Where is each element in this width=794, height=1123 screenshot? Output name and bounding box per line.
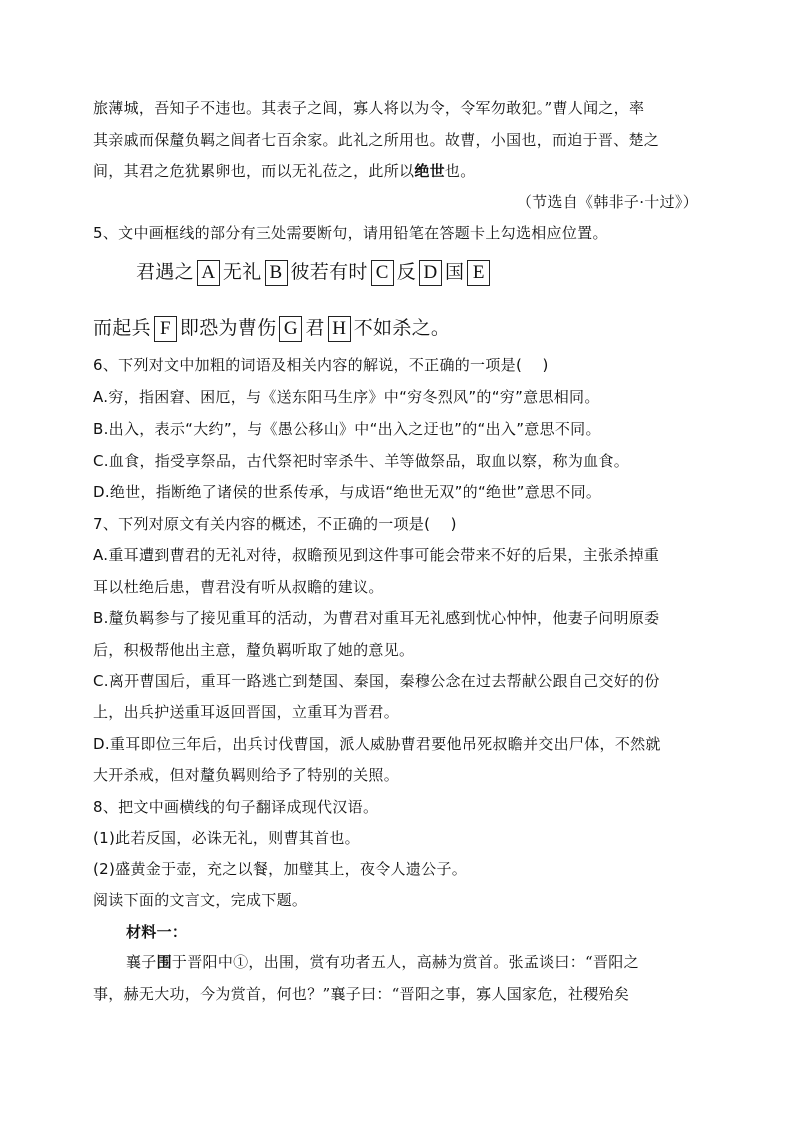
break-box-g[interactable]: G bbox=[279, 316, 302, 342]
passage-text: 也。 bbox=[444, 162, 476, 180]
q5-seg: 彼若有时 bbox=[290, 261, 368, 283]
question-8-stem: 8、把文中画横线的句子翻译成现代汉语。 bbox=[93, 798, 379, 816]
q5-seg: 反 bbox=[396, 261, 417, 283]
passage-text: 间，其君之危犹累卵也，而以无礼莅之，此所以 bbox=[93, 162, 415, 180]
q5-row-2 bbox=[93, 313, 706, 342]
break-box-f[interactable]: F bbox=[154, 316, 177, 342]
break-box-d[interactable]: D bbox=[419, 260, 442, 286]
break-box-a[interactable]: A bbox=[197, 260, 220, 286]
question-5-stem: 5、文中画框线的部分有三处需要断句，请用铅笔在答题卡上勾选相应位置。 bbox=[93, 224, 608, 242]
q5-row-1 bbox=[136, 257, 706, 286]
question-7-stem: 7、下列对原文有关内容的概述，不正确的一项是( ) bbox=[93, 515, 457, 533]
material-text: 襄子 bbox=[126, 953, 157, 971]
q5-seg: 无礼 bbox=[222, 261, 262, 283]
q7-option-a: A.重耳遭到曹君的无礼对待，叔瞻预见到这件事可能会带来不好的后果，主张杀掉重 bbox=[93, 546, 660, 564]
q5-seg: 即恐为曹伤 bbox=[179, 317, 277, 339]
q7-option-d-cont: 大开杀戒，但对釐负羁则给予了特别的关照。 bbox=[93, 766, 400, 784]
material-text: 于晋阳中①，出围，赏有功者五人，高赫为赏首。张孟谈曰：“晋阳之 bbox=[171, 953, 639, 971]
q6-option-c: C.血食，指受享祭品，古代祭祀时宰杀牛、羊等做祭品，取血以察，称为血食。 bbox=[93, 452, 630, 470]
q6-option-b: B.出入，表示“大约”，与《愚公移山》中“出入之迂也”的“出入”意思不同。 bbox=[93, 420, 601, 438]
q7-option-c-cont: 上，出兵护送重耳返回晋国，立重耳为晋君。 bbox=[93, 703, 400, 721]
q8-sentence-1: (1)此若反国，必诛无礼，则曹其首也。 bbox=[93, 829, 360, 847]
bold-word: 绝世 bbox=[414, 162, 445, 180]
passage-line: 其亲戚而保釐负羁之闾者七百余家。此礼之所用也。故曹，小国也，而迫于晋、楚之 bbox=[93, 131, 660, 149]
q7-option-b-cont: 后，积极帮他出主意，釐负羁听取了她的意见。 bbox=[93, 641, 415, 659]
q7-option-b: B.釐负羁参与了接见重耳的活动，为曹君对重耳无礼感到忧心忡忡，他妻子问明原委 bbox=[93, 609, 660, 627]
source-citation: （节选自《韩非子·十过》） bbox=[516, 193, 698, 211]
break-box-h[interactable]: H bbox=[328, 316, 351, 342]
bold-word: 围 bbox=[156, 953, 172, 971]
q5-seg: 而起兵 bbox=[93, 317, 151, 339]
q5-seg: 君遇之 bbox=[136, 261, 194, 283]
q5-seg: 国 bbox=[445, 261, 465, 283]
section-intro: 阅读下面的文言文，完成下题。 bbox=[93, 891, 308, 909]
material-title: 材料一： bbox=[126, 923, 188, 941]
break-box-b[interactable]: B bbox=[265, 260, 288, 286]
q6-option-a: A.穷，指困窘、困厄，与《送东阳马生序》中“穷冬烈风”的“穷”意思相同。 bbox=[93, 388, 600, 406]
q7-option-a-cont: 耳以杜绝后患，曹君没有听从叔瞻的建议。 bbox=[93, 578, 384, 596]
material-line bbox=[126, 951, 706, 972]
break-box-c[interactable]: C bbox=[371, 260, 394, 286]
passage-line bbox=[93, 160, 706, 181]
q5-seg: 君 bbox=[305, 317, 325, 339]
q7-option-d: D.重耳即位三年后，出兵讨伐曹国，派人威胁曹君要他吊死叔瞻并交出尸体，不然就 bbox=[93, 735, 661, 753]
passage-line: 旅薄城，吾知子不违也。其表子之闾，寡人将以为令，令军勿敢犯。”曹人闻之，率 bbox=[93, 99, 645, 117]
break-box-e[interactable]: E bbox=[467, 260, 490, 286]
q7-option-c: C.离开曹国后，重耳一路逃亡到楚国、秦国，秦穆公念在过去帮献公跟自己交好的份 bbox=[93, 672, 660, 690]
material-line: 事，赫无大功，今为赏首，何也？”襄子曰：“晋阳之事，寡人国家危，社稷殆矣 bbox=[93, 985, 630, 1003]
question-6-stem: 6、下列对文中加粗的词语及相关内容的解说，不正确的一项是( ) bbox=[93, 356, 549, 374]
q6-option-d: D.绝世，指断绝了诸侯的世系传承，与成语“绝世无双”的“绝世”意思不同。 bbox=[93, 483, 602, 501]
q8-sentence-2: (2)盛黄金于壶，充之以餐，加璧其上，夜令人遗公子。 bbox=[93, 860, 468, 878]
q5-seg: 不如杀之。 bbox=[353, 317, 451, 339]
